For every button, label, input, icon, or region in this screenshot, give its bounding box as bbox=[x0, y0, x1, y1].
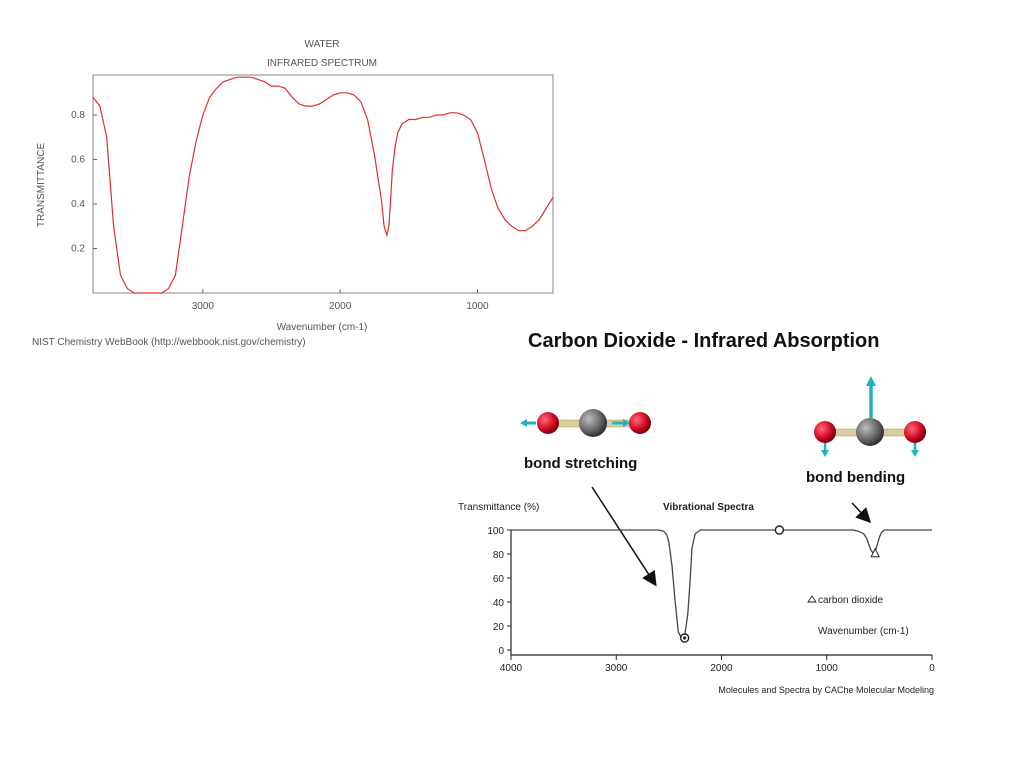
oxygen-atom-icon bbox=[537, 412, 559, 434]
co2-peak-markers bbox=[681, 526, 880, 642]
co2-y-tick-label: 60 bbox=[492, 574, 504, 585]
co2-x-tick-label: 0 bbox=[929, 663, 935, 674]
water-y-tick-label: 0.8 bbox=[71, 110, 85, 122]
co2-spectrum-line bbox=[511, 530, 932, 638]
co2-peak-marker-dot bbox=[683, 636, 686, 639]
bend-arrowhead-down-right-icon bbox=[911, 450, 919, 457]
co2-y-ticks bbox=[487, 526, 511, 657]
co2-chart-title: Vibrational Spectra bbox=[663, 502, 754, 513]
water-x-tick-label: 2000 bbox=[329, 301, 352, 312]
stretch-arrowhead-left-icon bbox=[520, 419, 527, 427]
bond-stretching-label: bond stretching bbox=[524, 455, 638, 472]
legend-triangle-icon bbox=[808, 596, 816, 602]
co2-x-tick-label: 2000 bbox=[710, 663, 733, 674]
oxygen-atom-icon bbox=[629, 412, 651, 434]
co2-y-axis-label: Transmittance (%) bbox=[458, 502, 540, 513]
bend-arrowhead-down-left-icon bbox=[821, 450, 829, 457]
water-source-credit: NIST Chemistry WebBook (http://webbook.nist.gov/chemistry) bbox=[32, 337, 306, 348]
co2-source-credit: Molecules and Spectra by CAChe Molecular Modeling bbox=[718, 685, 934, 695]
co2-y-tick-label: 100 bbox=[487, 526, 504, 537]
water-chart-subtitle: INFRARED SPECTRUM bbox=[266, 58, 378, 69]
water-x-tick-label: 3000 bbox=[191, 301, 214, 312]
oxygen-atom-icon bbox=[814, 421, 836, 443]
co2-y-tick-label: 0 bbox=[498, 646, 504, 657]
bend-arrowhead-up-icon bbox=[866, 376, 876, 386]
water-x-tick-label: 1000 bbox=[466, 301, 489, 312]
water-y-axis-label: TRANSMITTANCE bbox=[36, 142, 47, 228]
stretch-pointer-arrow-icon bbox=[592, 487, 655, 584]
co2-bend-molecule bbox=[814, 376, 926, 457]
co2-x-tick-label: 4000 bbox=[499, 663, 523, 674]
co2-peak-marker-circle bbox=[775, 526, 783, 534]
water-y-tick-label: 0.6 bbox=[71, 154, 85, 166]
co2-x-tick-label: 3000 bbox=[605, 663, 628, 674]
water-y-tick-label: 0.4 bbox=[71, 199, 85, 211]
water-y-tick-label: 0.2 bbox=[71, 243, 85, 255]
co2-x-tick-label: 1000 bbox=[815, 663, 838, 674]
co2-y-tick-label: 20 bbox=[492, 622, 504, 633]
co2-stretch-molecule bbox=[520, 409, 651, 437]
co2-y-tick-label: 40 bbox=[492, 598, 504, 609]
co2-legend-label: carbon dioxide bbox=[818, 595, 884, 606]
co2-y-tick-label: 80 bbox=[492, 550, 504, 561]
co2-x-ticks bbox=[500, 655, 935, 674]
water-x-axis-label: Wavenumber (cm-1) bbox=[276, 322, 368, 333]
carbon-atom-icon bbox=[579, 409, 607, 437]
water-chart-title: WATER bbox=[304, 39, 340, 50]
co2-title: Carbon Dioxide - Infrared Absorption bbox=[528, 330, 880, 352]
bond-bending-label: bond bending bbox=[806, 469, 906, 486]
co2-x-axis-label: Wavenumber (cm-1) bbox=[818, 626, 909, 637]
oxygen-atom-icon bbox=[904, 421, 926, 443]
bend-pointer-arrow-icon bbox=[852, 503, 869, 521]
carbon-atom-icon bbox=[856, 418, 884, 446]
